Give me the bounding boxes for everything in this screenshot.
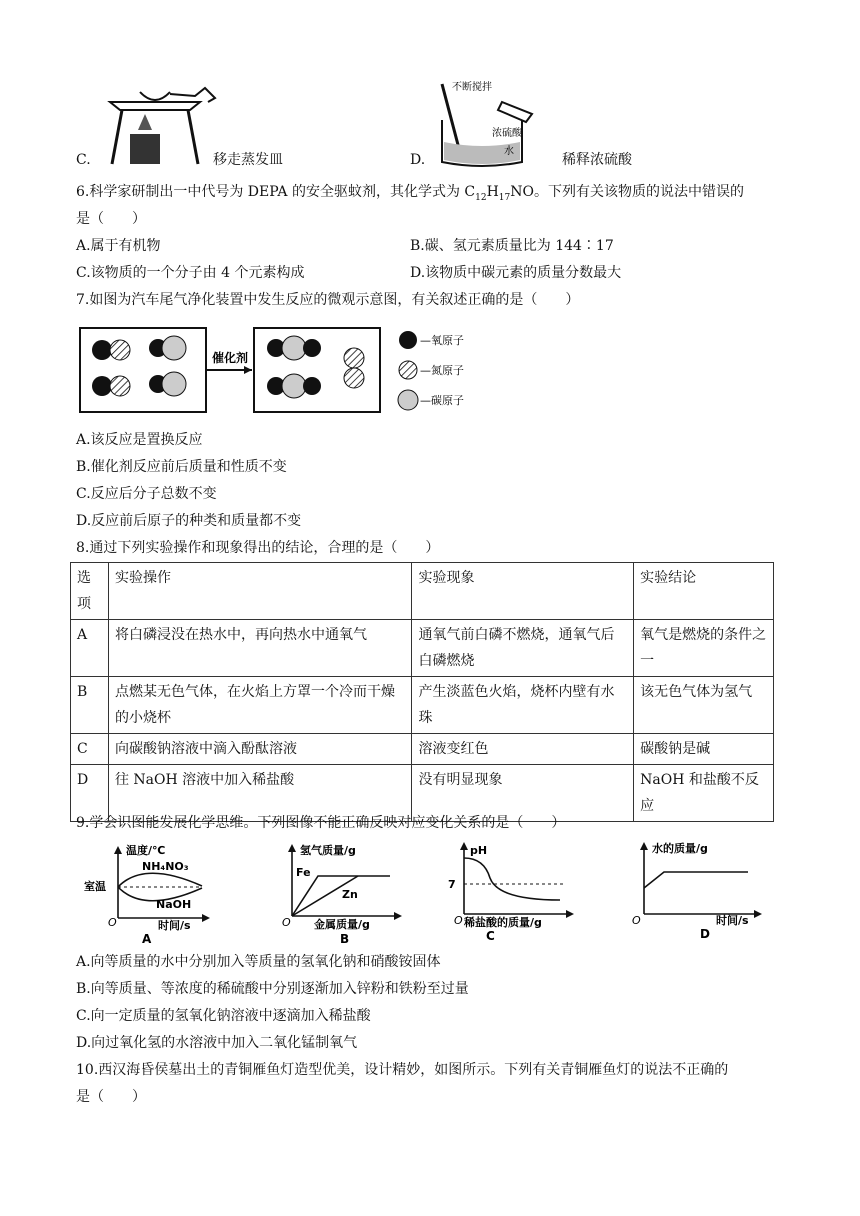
table-row [71, 620, 774, 677]
table-cell: 氧气是燃烧的条件之一 [634, 620, 774, 677]
fig-label-stir: 不断搅拌 [452, 82, 492, 93]
table-cell: D [71, 765, 109, 822]
graph-c-ylabel: pH [470, 844, 488, 857]
graph-a-room-temp: 室温 [84, 880, 106, 893]
graph-b-zn: Zn [342, 888, 358, 901]
table-cell: NaOH 和盐酸不反应 [634, 765, 774, 822]
table-cell: 碳酸钠是碱 [634, 734, 774, 765]
table-cell: 溶液变红色 [412, 734, 634, 765]
fig-label-acid: 浓硫酸 [492, 128, 522, 139]
q10-stem-cont: 是（ ） [76, 1089, 146, 1105]
q7-option-a: A.该反应是置换反应 [76, 432, 203, 448]
graph-d [630, 838, 770, 942]
q9-option-d: D.向过氧化氢的水溶液中加入二氧化锰制氧气 [76, 1035, 358, 1051]
table-cell: 将白磷浸没在热水中，再向热水中通氧气 [108, 620, 412, 677]
graph-c [440, 838, 580, 944]
q6-stem-cont: 是（ ） [76, 211, 146, 227]
q7-option-b: B.催化剂反应前后质量和性质不变 [76, 459, 287, 475]
table-cell: 向碳酸钠溶液中滴入酚酞溶液 [108, 734, 412, 765]
table-cell: 产生淡蓝色火焰，烧杯内壁有水珠 [412, 677, 634, 734]
graph-a-origin: O [108, 916, 117, 929]
header-conclusion: 实验结论 [634, 563, 774, 620]
q9-stem: 9.学会识图能发展化学思维。下列图像不能正确反映对应变化关系的是（ ） [76, 815, 566, 831]
dilute-sulfuric-acid-figure [432, 80, 552, 170]
q6-option-a: A.属于有机物 [76, 238, 161, 254]
graph-d-ylabel: 水的质量/g [652, 842, 708, 855]
graph-a-bottom-curve: NaOH [156, 898, 192, 911]
option-c-label: C. [76, 152, 91, 168]
table-cell: B [71, 677, 109, 734]
table-cell: 往 NaOH 溶液中加入稀盐酸 [108, 765, 412, 822]
q10-stem: 10.西汉海昏侯墓出土的青铜雁鱼灯造型优美，设计精妙，如图所示。下列有关青铜雁鱼灯的说法不正确的 [76, 1062, 729, 1078]
graph-b-fe: Fe [296, 866, 311, 879]
q6-option-b: B.碳、氢元素质量比为 144∶17 [410, 238, 614, 254]
option-d-label: D. [410, 152, 426, 168]
table-cell: C [71, 734, 109, 765]
q8-stem: 8.通过下列实验操作和现象得出的结论，合理的是（ ） [76, 540, 440, 556]
graph-c-tag: C [486, 929, 495, 943]
graph-a-xlabel: 时间/s [158, 919, 191, 932]
legend-carbon: —碳原子 [420, 394, 464, 407]
catalyst-label: 催化剂 [212, 351, 249, 365]
q9-option-a: A.向等质量的水中分别加入等质量的氢氧化钠和硝酸铵固体 [76, 954, 441, 970]
table-cell: 点燃某无色气体，在火焰上方罩一个冷而干燥的小烧杯 [108, 677, 412, 734]
q6-option-c: C.该物质的一个分子由 4 个元素构成 [76, 265, 305, 281]
q6-stem: 6.科学家研制出一中代号为 DEPA 的安全驱蚊剂，其化学式为 $C_{12}H_{17}NO$。下列有关该物质的说法中错误的 [76, 184, 744, 203]
graph-a-tag: A [142, 932, 152, 944]
graph-d-xlabel: 时间/s [716, 914, 749, 927]
legend-oxygen: —氧原子 [420, 334, 464, 347]
header-operation: 实验操作 [108, 563, 412, 620]
header-option: 选项 [71, 563, 109, 620]
q6-option-d: D.该物质中碳元素的质量分数最大 [410, 265, 622, 281]
graph-c-origin: O [454, 914, 463, 927]
table-cell: 没有明显现象 [412, 765, 634, 822]
q9-option-c: C.向一定质量的氢氧化钠溶液中逐滴加入稀盐酸 [76, 1008, 371, 1024]
reaction-micro-diagram [78, 324, 498, 416]
graph-b-origin: O [282, 916, 291, 929]
graph-b-tag: B [340, 932, 350, 944]
graph-a [84, 842, 214, 944]
graph-d-origin: O [632, 914, 641, 927]
experiment-table [70, 562, 774, 822]
q7-option-d: D.反应前后原子的种类和质量都不变 [76, 513, 302, 529]
graph-b [278, 840, 408, 944]
option-c-caption: 移走蒸发皿 [213, 152, 283, 168]
table-header-row [71, 563, 774, 620]
fig-label-water: 水 [504, 146, 514, 157]
graph-c-xlabel: 稀盐酸的质量/g [464, 916, 542, 929]
header-phenomenon: 实验现象 [412, 563, 634, 620]
q7-option-c: C.反应后分子总数不变 [76, 486, 217, 502]
graph-d-tag: D [700, 927, 710, 941]
q9-option-b: B.向等质量、等浓度的稀硫酸中分别逐渐加入锌粉和铁粉至过量 [76, 981, 469, 997]
legend-nitrogen: —氮原子 [420, 364, 464, 377]
table-row [71, 734, 774, 765]
table-cell: 该无色气体为氢气 [634, 677, 774, 734]
option-d-caption: 稀释浓硫酸 [562, 152, 632, 168]
table-row [71, 677, 774, 734]
table-cell: 通氧气前白磷不燃烧，通氧气后白磷燃烧 [412, 620, 634, 677]
graph-b-xlabel: 金属质量/g [314, 918, 370, 931]
table-cell: A [71, 620, 109, 677]
q7-stem: 7.如图为汽车尾气净化装置中发生反应的微观示意图，有关叙述正确的是（ ） [76, 292, 580, 308]
evaporating-dish-figure [100, 84, 220, 169]
graph-b-ylabel: 氢气质量/g [300, 844, 356, 857]
graph-c-ref: 7 [448, 878, 456, 891]
graph-a-ylabel: 温度/℃ [126, 844, 166, 857]
graph-a-top-curve: NH₄NO₃ [142, 860, 189, 873]
